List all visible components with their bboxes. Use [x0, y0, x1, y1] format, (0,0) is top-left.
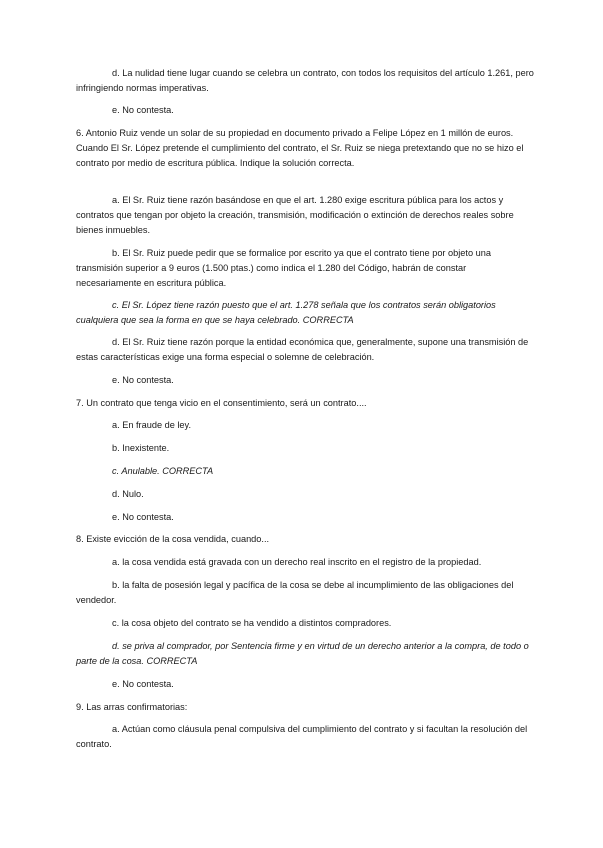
answer-option: e. No contesta.	[112, 512, 174, 522]
answer-option: b. Inexistente.	[112, 443, 170, 453]
answer-option: a. Actúan como cláusula penal compulsiva del cumplimiento del contrato y si facultan la resolución del contrato.	[76, 724, 528, 749]
answer-option: a. El Sr. Ruiz tiene razón basándose en que el art. 1.280 exige escritura pública para los actos y contratos que tengan por objeto la creación, transmisión, modificación o extinción de derechos reales sobre bienes inmuebles.	[76, 195, 514, 235]
question-6: 6. Antonio Ruiz vende un solar de su propiedad en documento privado a Felipe López en 1 millón de euros. Cuando El Sr. López pretende el cumplimiento del contrato, el Sr. Ruiz se niega pretextando que no se hizo el contrato por medio de escritura pública. Indique la solución correcta.	[76, 128, 524, 168]
answer-option: d. La nulidad tiene lugar cuando se celebra un contrato, con todos los requisitos del artículo 1.261, pero infringiendo normas imperativas.	[76, 68, 534, 93]
question-7: 7. Un contrato que tenga vicio en el consentimiento, será un contrato....	[76, 398, 367, 408]
answer-option: d. El Sr. Ruiz tiene razón porque la entidad económica que, generalmente, supone una transmisión de estas características exige una forma especial o solemne de celebración.	[76, 337, 529, 362]
correct-answer-option: d. se priva al comprador, por Sentencia firme y en virtud de un derecho anterior a la compra, de todo o parte de la cosa. CORRECTA	[76, 641, 529, 666]
answer-option: b. la falta de posesión legal y pacífica de la cosa se debe al incumplimiento de las obligaciones del vendedor.	[76, 580, 514, 605]
answer-option: e. No contesta.	[112, 375, 174, 385]
answer-option: e. No contesta.	[112, 679, 174, 689]
answer-option: b. El Sr. Ruiz puede pedir que se formalice por escrito ya que el contrato tiene por objeto una transmisión superior a 9 euros (1.500 ptas.) como indica el 1.280 del Código, habrán de constar necesariamente en escritura pública.	[76, 248, 491, 288]
correct-answer-option: c. El Sr. López tiene razón puesto que el art. 1.278 señala que los contratos serán obligatorios cualquiera que sea la forma en que se haya celebrado. CORRECTA	[76, 300, 496, 325]
answer-option: a. En fraude de ley.	[112, 420, 191, 430]
answer-option: e. No contesta.	[112, 105, 174, 115]
answer-option: d. Nulo.	[112, 489, 144, 499]
correct-answer-option: c. Anulable. CORRECTA	[112, 466, 214, 476]
question-8: 8. Existe evicción de la cosa vendida, cuando...	[76, 534, 270, 544]
answer-option: a. la cosa vendida está gravada con un derecho real inscrito en el registro de la propiedad.	[112, 557, 482, 567]
question-9: 9. Las arras confirmatorias:	[76, 702, 188, 712]
answer-option: c. la cosa objeto del contrato se ha vendido a distintos compradores.	[112, 618, 392, 628]
